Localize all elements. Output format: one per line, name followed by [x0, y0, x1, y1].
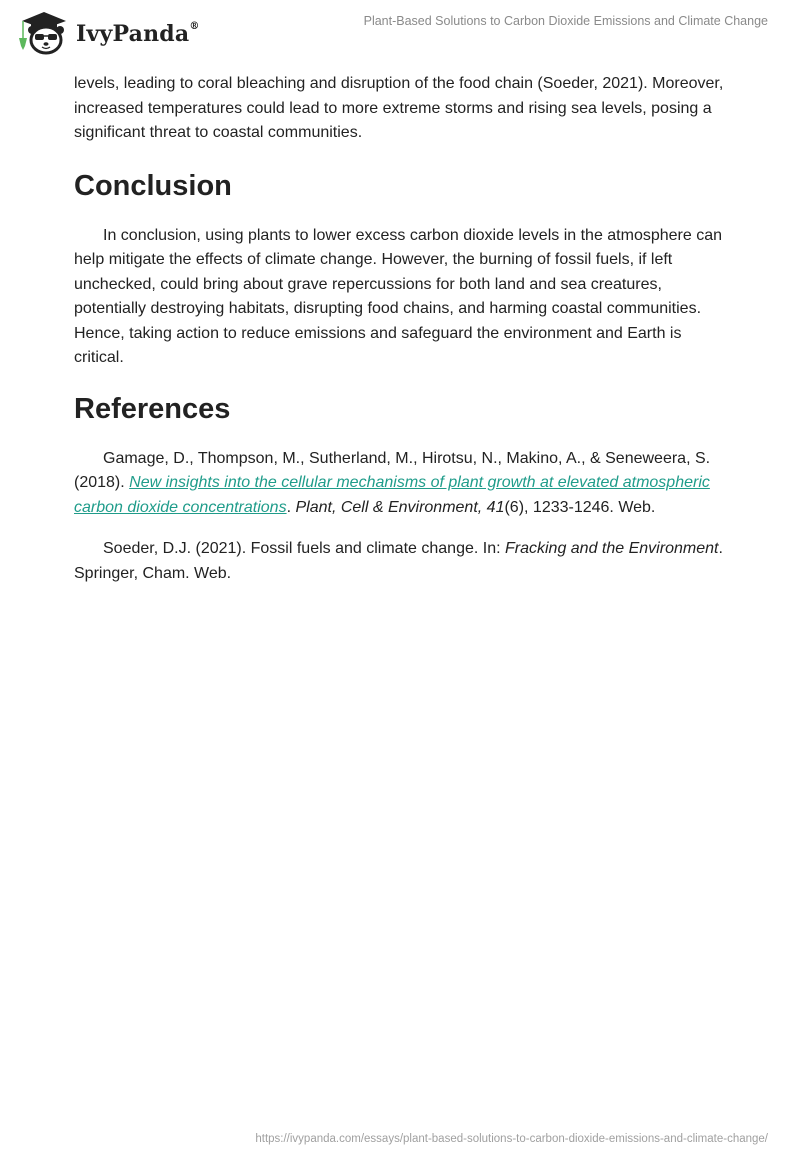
- reference-authors: Gamage, D., Thompson, M., Sutherland, M., Hirotsu, N., Makino, A., & Seneweera, S. (2018).: [74, 449, 711, 491]
- reference-journal: Plant, Cell & Environment,: [295, 498, 487, 516]
- reference-pages: (6), 1233-1246. Web.: [504, 498, 656, 516]
- panda-graduate-icon: [14, 8, 74, 56]
- conclusion-paragraph: In conclusion, using plants to lower excess carbon dioxide levels in the atmosphere can help mitigate the effects of climate change. However, the burning of fossil fuels, if left unchecked, could bring about grave repercussions for both land and sea creatures, potentially destroying habitats, disrupting food chains, and harming coastal communities. Hence, taking action to reduce emissions and safeguard the environment and Earth is critical.: [74, 226, 723, 366]
- reference-link[interactable]: New insights into the cellular mechanisms of plant growth at elevated atmospheric carbon dioxide concentrations: [74, 474, 710, 516]
- reference-publisher: . Springer, Cham. Web.: [74, 540, 723, 582]
- reference-volume: 41: [486, 498, 505, 516]
- intro-paragraph: levels, leading to coral bleaching and disruption of the food chain (Soeder, 2021). Moreover, increased temperatures could lead to more extreme storms and rising sea levels, posing a significant threat to coastal communities.: [74, 75, 724, 141]
- conclusion-heading: Conclusion: [74, 169, 232, 202]
- page-header: [0, 0, 800, 64]
- reference-punctuation: .: [286, 498, 296, 516]
- registered-mark: ®: [189, 20, 200, 32]
- essay-content: [74, 72, 734, 603]
- ivypanda-logo[interactable]: [14, 8, 200, 56]
- reference-item: [74, 537, 734, 586]
- footer-url[interactable]: https://ivypanda.com/essays/plant-based-solutions-to-carbon-dioxide-emissions-and-climate-change/: [255, 1133, 768, 1145]
- references-heading: References: [74, 392, 231, 425]
- reference-book: Fracking and the Environment: [504, 540, 719, 557]
- document-title: Plant-Based Solutions to Carbon Dioxide Emissions and Climate Change: [363, 14, 768, 28]
- reference-item: [74, 447, 734, 521]
- brand-name: IvyPanda®: [76, 20, 200, 47]
- reference-authors: Soeder, D.J. (2021). Fossil fuels and climate change. In:: [103, 540, 505, 557]
